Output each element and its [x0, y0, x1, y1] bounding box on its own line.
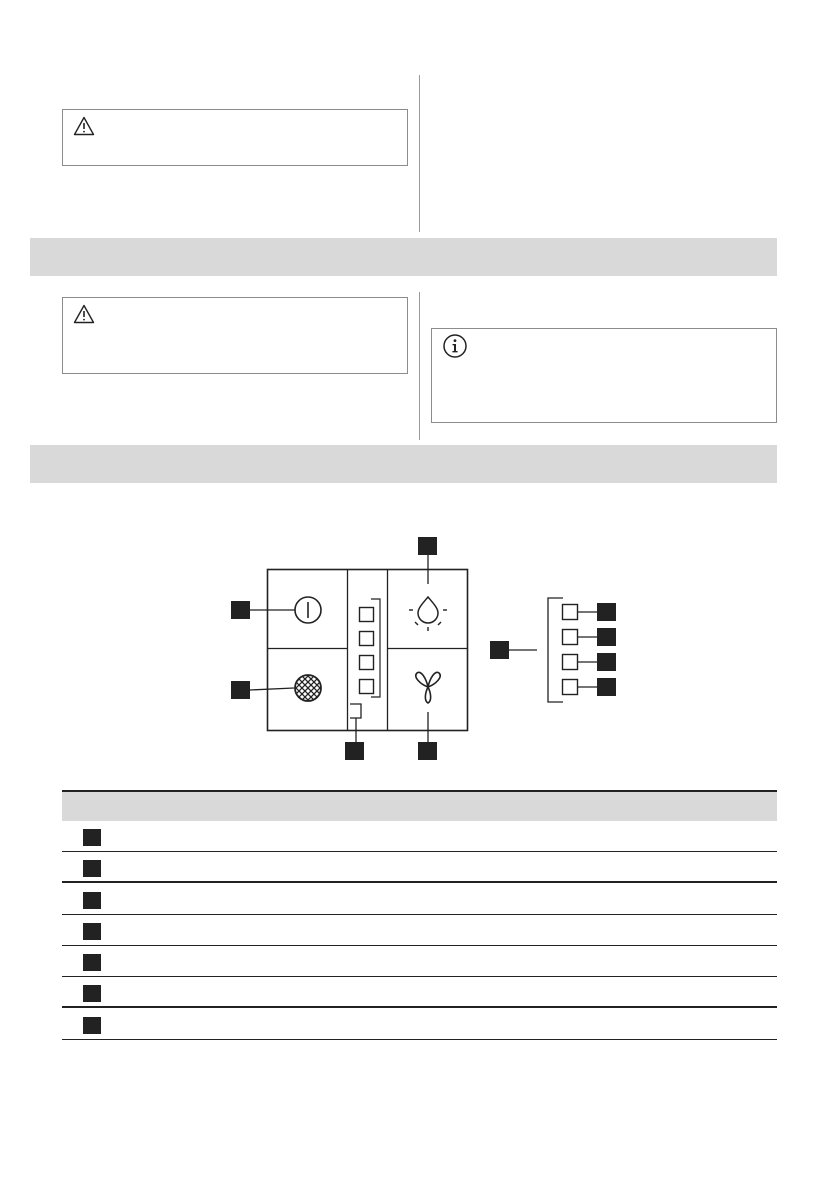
table-row: [62, 915, 777, 946]
speed-level-indicator-3: [563, 655, 578, 670]
callout-marker-speed-levels: [490, 641, 509, 659]
fan-icon: [416, 672, 440, 703]
callout-marker-fan: [418, 742, 437, 760]
table-row: [62, 852, 777, 883]
table-row: [62, 821, 777, 852]
table-header: [62, 790, 777, 821]
speed-level-marker-4: [597, 678, 616, 696]
row-marker: [83, 829, 101, 846]
row-marker: [83, 860, 101, 877]
speed-indicator-3: [360, 656, 374, 670]
table-row: [62, 1009, 777, 1040]
row-marker: [83, 954, 101, 971]
power-icon: [295, 597, 321, 623]
speed-level-bracket: [548, 598, 563, 702]
callout-marker-sensor: [345, 742, 364, 760]
speed-level-indicator-1: [563, 605, 578, 620]
callout-marker-filter: [231, 681, 250, 699]
panel-outline: [268, 570, 468, 731]
speed-level-marker-2: [597, 628, 616, 646]
callout-marker-light: [418, 537, 437, 555]
panel-small-indicator: [350, 704, 361, 718]
light-bulb-icon: [409, 597, 447, 631]
row-marker: [83, 985, 101, 1002]
row-marker: [83, 923, 101, 940]
row-marker: [83, 892, 101, 909]
speed-level-marker-1: [597, 603, 616, 621]
speed-indicator-1: [360, 608, 374, 622]
row-marker: [83, 1017, 101, 1034]
speed-indicator-4: [360, 680, 374, 694]
speed-level-indicator-4: [563, 680, 578, 695]
speed-indicator-bracket: [371, 599, 380, 697]
legend-table: [62, 790, 777, 1042]
table-row: [62, 977, 777, 1008]
table-row: [62, 946, 777, 977]
table-row: [62, 884, 777, 915]
callout-marker-power: [231, 601, 250, 619]
speed-indicator-2: [360, 632, 374, 646]
speed-level-indicator-2: [563, 630, 578, 645]
speed-level-marker-3: [597, 653, 616, 671]
